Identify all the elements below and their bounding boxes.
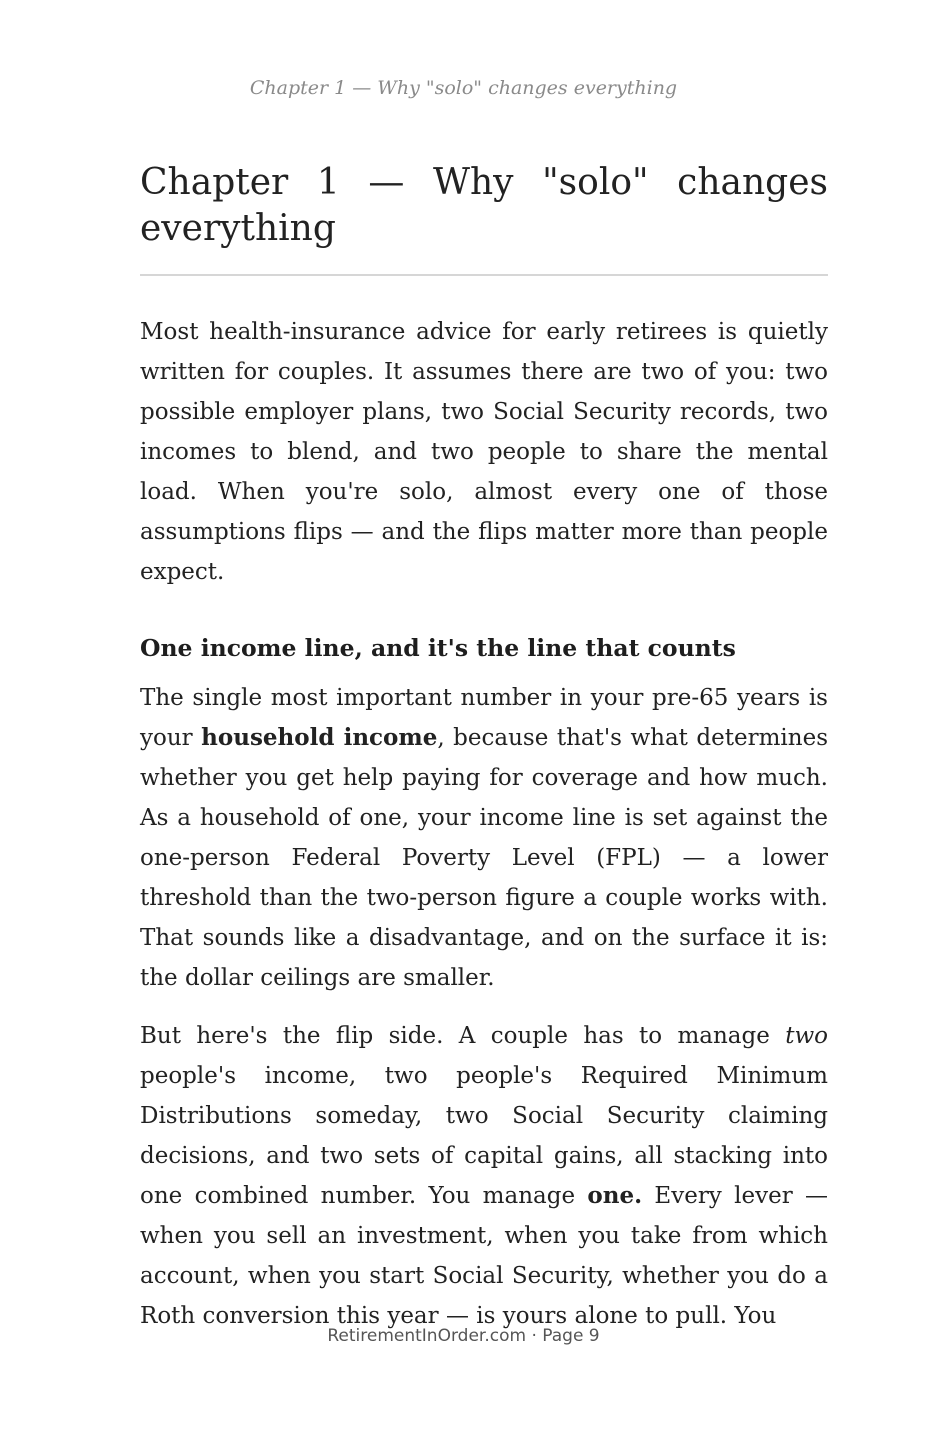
body-paragraph-household-income	[140, 678, 828, 998]
page-footer: RetirementInOrder.com · Page 9	[327, 1326, 600, 1346]
paragraph-text: people's income, two people's Required Minimum Distributions someday, two Social Security claiming decisions, and two sets of capital gains, all stacking into one combined number. You manage	[140, 1063, 828, 1209]
italic-emphasis-two: two	[785, 1023, 828, 1049]
page-content	[140, 160, 828, 1336]
running-header: Chapter 1 — Why "solo" changes everything	[249, 77, 678, 99]
chapter-title: Chapter 1 — Why "solo" changes everything	[140, 160, 828, 276]
intro-paragraph: Most health-insurance advice for early retirees is quietly written for couples. It assumes there are two of you: two possible employer plans, two Social Security records, two incomes to blend, and two people to share the mental load. When you're solo, almost every one of those assumptions flips — and the flips matter more than people expect.	[140, 319, 828, 585]
section-heading: One income line, and it's the line that counts	[140, 634, 736, 662]
body-paragraph-flip-side	[140, 1016, 828, 1336]
paragraph-text: The single most important number in your pre-65 years is your	[140, 685, 828, 751]
paragraph-text: , because that's what determines whether you get help paying for coverage and how much. As a household of one, your income line is set against the one-person Federal Poverty Level (FPL) — a lower threshold than the two-person figure a couple works with. That sounds like a disadvantage, and on the surface it is: the dollar ceilings are smaller.	[140, 725, 828, 991]
paragraph-text: Every lever — when you sell an investment, when you take from which account, when you start Social Security, whether you do a Roth conversion this year — is yours alone to pull. You	[140, 1183, 828, 1329]
bold-emphasis-one: one.	[587, 1182, 643, 1209]
bold-term-household-income: household income	[201, 724, 438, 751]
paragraph-text: But here's the flip side. A couple has to manage	[140, 1023, 786, 1049]
